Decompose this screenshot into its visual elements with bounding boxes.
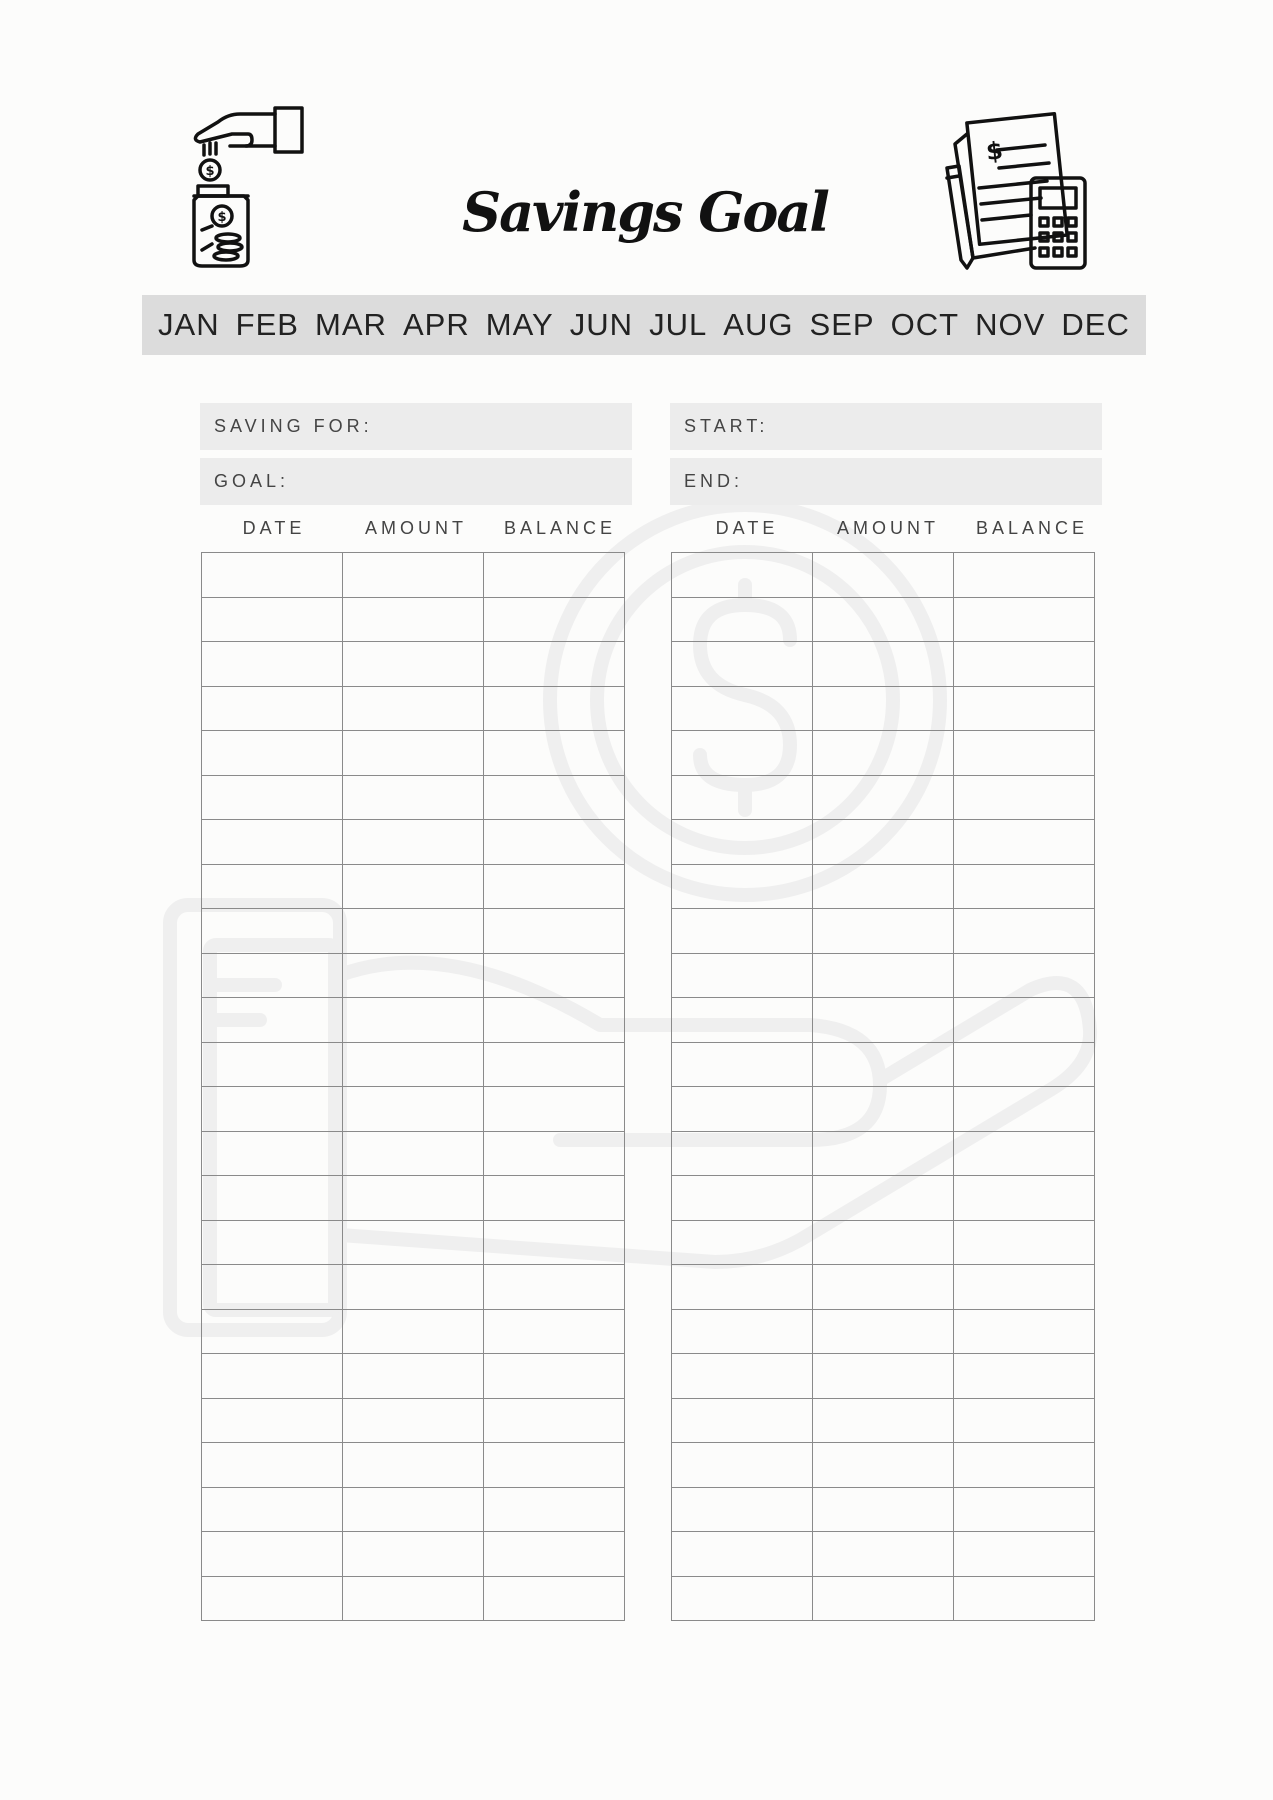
date-cell[interactable] [672, 909, 813, 954]
table-row [672, 1532, 1095, 1577]
table-row [672, 1176, 1095, 1221]
balance-cell[interactable] [954, 1087, 1095, 1132]
amount-cell[interactable] [813, 1131, 954, 1176]
table-row [202, 1487, 625, 1532]
table-row [672, 775, 1095, 820]
table-row [202, 1309, 625, 1354]
balance-cell[interactable] [954, 775, 1095, 820]
table-row [672, 953, 1095, 998]
date-cell[interactable] [202, 597, 343, 642]
month-dec[interactable]: DEC [1061, 307, 1130, 342]
amount-cell[interactable] [343, 953, 484, 998]
balance-cell[interactable] [954, 1487, 1095, 1532]
balance-cell[interactable] [484, 1576, 625, 1621]
amount-cell[interactable] [813, 553, 954, 598]
date-cell[interactable] [202, 731, 343, 776]
amount-cell[interactable] [343, 998, 484, 1043]
table-row [202, 731, 625, 776]
amount-cell[interactable] [813, 820, 954, 865]
amount-cell[interactable] [343, 1576, 484, 1621]
balance-cell[interactable] [484, 553, 625, 598]
table-row [672, 597, 1095, 642]
balance-cell[interactable] [484, 820, 625, 865]
amount-cell[interactable] [343, 820, 484, 865]
date-cell[interactable] [202, 1265, 343, 1310]
table-row [202, 1265, 625, 1310]
date-cell[interactable] [202, 1532, 343, 1577]
table-row [202, 642, 625, 687]
amount-cell[interactable] [343, 775, 484, 820]
amount-cell[interactable] [343, 909, 484, 954]
date-cell[interactable] [672, 1309, 813, 1354]
balance-cell[interactable] [954, 1443, 1095, 1488]
balance-cell[interactable] [484, 1354, 625, 1399]
left-header-balance: BALANCE [503, 518, 617, 538]
amount-cell[interactable] [343, 1443, 484, 1488]
amount-cell[interactable] [343, 1487, 484, 1532]
table-row [672, 1220, 1095, 1265]
start-field[interactable] [670, 403, 1102, 450]
date-cell[interactable] [672, 864, 813, 909]
date-cell[interactable] [202, 1220, 343, 1265]
table-row [202, 1354, 625, 1399]
date-cell[interactable] [202, 953, 343, 998]
balance-cell[interactable] [954, 597, 1095, 642]
table-row [202, 1042, 625, 1087]
date-cell[interactable] [672, 642, 813, 687]
amount-cell[interactable] [813, 1220, 954, 1265]
left-savings-table [201, 552, 625, 1621]
amount-cell[interactable] [343, 1398, 484, 1443]
amount-cell[interactable] [343, 1176, 484, 1221]
right-header-amount: AMOUNT [837, 518, 939, 538]
left-header-amount: AMOUNT [365, 518, 467, 538]
date-cell[interactable] [672, 998, 813, 1043]
table-row [672, 1398, 1095, 1443]
start-label: START: [684, 416, 769, 436]
date-cell[interactable] [202, 909, 343, 954]
table-row [672, 1265, 1095, 1310]
balance-cell[interactable] [954, 1309, 1095, 1354]
date-cell[interactable] [202, 998, 343, 1043]
right-header-date: DATE [715, 518, 779, 538]
table-row [202, 775, 625, 820]
amount-cell[interactable] [813, 998, 954, 1043]
table-row [672, 553, 1095, 598]
table-row [672, 1131, 1095, 1176]
date-cell[interactable] [202, 1354, 343, 1399]
month-sep[interactable]: SEP [809, 307, 875, 342]
table-row [672, 731, 1095, 776]
amount-cell[interactable] [343, 1309, 484, 1354]
amount-cell[interactable] [343, 553, 484, 598]
amount-cell[interactable] [813, 775, 954, 820]
balance-cell[interactable] [484, 731, 625, 776]
balance-cell[interactable] [954, 1131, 1095, 1176]
amount-cell[interactable] [813, 953, 954, 998]
date-cell[interactable] [202, 1309, 343, 1354]
amount-cell[interactable] [813, 864, 954, 909]
amount-cell[interactable] [813, 686, 954, 731]
table-row [202, 953, 625, 998]
amount-cell[interactable] [813, 909, 954, 954]
right-header-balance: BALANCE [975, 518, 1089, 538]
balance-cell[interactable] [484, 775, 625, 820]
balance-cell[interactable] [484, 1176, 625, 1221]
balance-cell[interactable] [484, 597, 625, 642]
balance-cell[interactable] [484, 998, 625, 1043]
date-cell[interactable] [672, 1532, 813, 1577]
right-savings-table [671, 552, 1095, 1621]
date-cell[interactable] [202, 1176, 343, 1221]
month-oct[interactable]: OCT [890, 307, 960, 342]
date-cell[interactable] [202, 1487, 343, 1532]
date-cell[interactable] [202, 864, 343, 909]
date-cell[interactable] [202, 1131, 343, 1176]
amount-cell[interactable] [343, 642, 484, 687]
date-cell[interactable] [202, 1087, 343, 1132]
date-cell[interactable] [672, 731, 813, 776]
balance-cell[interactable] [954, 1265, 1095, 1310]
amount-cell[interactable] [813, 1354, 954, 1399]
table-row [202, 1220, 625, 1265]
date-cell[interactable] [672, 1265, 813, 1310]
amount-cell[interactable] [343, 1042, 484, 1087]
date-cell[interactable] [202, 642, 343, 687]
left-header-date: DATE [242, 518, 306, 538]
amount-cell[interactable] [813, 1398, 954, 1443]
table-row [672, 820, 1095, 865]
month-nov[interactable]: NOV [975, 307, 1046, 342]
table-row [202, 1532, 625, 1577]
saving-for-field[interactable] [200, 403, 632, 450]
balance-cell[interactable] [954, 642, 1095, 687]
table-row [672, 1309, 1095, 1354]
table-row [202, 909, 625, 954]
date-cell[interactable] [672, 775, 813, 820]
hand-coin-jar-icon [190, 100, 320, 275]
table-row [202, 597, 625, 642]
bills-calculator-pen-icon [945, 108, 1095, 273]
date-cell[interactable] [672, 1087, 813, 1132]
balance-cell[interactable] [484, 1087, 625, 1132]
balance-cell[interactable] [954, 909, 1095, 954]
amount-cell[interactable] [813, 1576, 954, 1621]
table-row [202, 1131, 625, 1176]
table-row [672, 642, 1095, 687]
amount-cell[interactable] [813, 1087, 954, 1132]
end-label: END: [684, 471, 744, 491]
table-row [672, 686, 1095, 731]
amount-cell[interactable] [813, 1176, 954, 1221]
date-cell[interactable] [672, 553, 813, 598]
table-row [202, 1398, 625, 1443]
date-cell[interactable] [202, 686, 343, 731]
table-row [202, 553, 625, 598]
table-row [202, 820, 625, 865]
date-cell[interactable] [672, 953, 813, 998]
date-cell[interactable] [672, 1220, 813, 1265]
balance-cell[interactable] [484, 1220, 625, 1265]
table-row [202, 864, 625, 909]
date-cell[interactable] [672, 1176, 813, 1221]
svg-text:$: $ [217, 210, 227, 225]
date-cell[interactable] [672, 1576, 813, 1621]
balance-cell[interactable] [484, 864, 625, 909]
amount-cell[interactable] [343, 1354, 484, 1399]
date-cell[interactable] [672, 1354, 813, 1399]
month-may[interactable]: MAY [485, 307, 554, 342]
balance-cell[interactable] [954, 731, 1095, 776]
table-row [672, 998, 1095, 1043]
amount-cell[interactable] [813, 642, 954, 687]
month-jan[interactable]: JAN [158, 307, 220, 342]
balance-cell[interactable] [954, 820, 1095, 865]
date-cell[interactable] [672, 1042, 813, 1087]
balance-cell[interactable] [484, 1309, 625, 1354]
amount-cell[interactable] [813, 1443, 954, 1488]
balance-cell[interactable] [484, 1042, 625, 1087]
balance-cell[interactable] [954, 1220, 1095, 1265]
table-row [672, 909, 1095, 954]
amount-cell[interactable] [343, 1532, 484, 1577]
svg-text:$: $ [984, 136, 1005, 166]
month-jun[interactable]: JUN [569, 307, 634, 342]
date-cell[interactable] [202, 1576, 343, 1621]
balance-cell[interactable] [484, 686, 625, 731]
amount-cell[interactable] [343, 1131, 484, 1176]
month-jul[interactable]: JUL [649, 307, 708, 342]
date-cell[interactable] [672, 1398, 813, 1443]
month-selector [142, 295, 1146, 355]
balance-cell[interactable] [484, 1487, 625, 1532]
date-cell[interactable] [672, 1443, 813, 1488]
amount-cell[interactable] [813, 1042, 954, 1087]
date-cell[interactable] [202, 1443, 343, 1488]
balance-cell[interactable] [954, 1532, 1095, 1577]
date-cell[interactable] [202, 553, 343, 598]
amount-cell[interactable] [813, 1265, 954, 1310]
amount-cell[interactable] [343, 597, 484, 642]
date-cell[interactable] [202, 820, 343, 865]
month-feb[interactable]: FEB [235, 307, 299, 342]
amount-cell[interactable] [813, 731, 954, 776]
amount-cell[interactable] [343, 1265, 484, 1310]
amount-cell[interactable] [813, 1487, 954, 1532]
balance-cell[interactable] [484, 1443, 625, 1488]
balance-cell[interactable] [484, 1265, 625, 1310]
balance-cell[interactable] [954, 1042, 1095, 1087]
table-row [672, 1354, 1095, 1399]
table-row [672, 1042, 1095, 1087]
goal-label: GOAL: [214, 471, 290, 491]
table-row [202, 1443, 625, 1488]
date-cell[interactable] [672, 686, 813, 731]
balance-cell[interactable] [954, 553, 1095, 598]
table-row [672, 1576, 1095, 1621]
table-row [672, 864, 1095, 909]
amount-cell[interactable] [813, 1309, 954, 1354]
date-cell[interactable] [202, 775, 343, 820]
table-row [202, 1087, 625, 1132]
table-row [672, 1487, 1095, 1532]
table-row [202, 1176, 625, 1221]
amount-cell[interactable] [813, 597, 954, 642]
balance-cell[interactable] [484, 953, 625, 998]
balance-cell[interactable] [954, 1398, 1095, 1443]
table-row [672, 1087, 1095, 1132]
amount-cell[interactable] [813, 1532, 954, 1577]
balance-cell[interactable] [954, 686, 1095, 731]
balance-cell[interactable] [954, 864, 1095, 909]
amount-cell[interactable] [343, 864, 484, 909]
saving-for-label: SAVING FOR: [214, 416, 373, 436]
month-apr[interactable]: APR [402, 307, 470, 342]
svg-text:$: $ [205, 164, 215, 179]
balance-cell[interactable] [954, 998, 1095, 1043]
amount-cell[interactable] [343, 1220, 484, 1265]
table-row [672, 1443, 1095, 1488]
date-cell[interactable] [672, 1487, 813, 1532]
table-row [202, 686, 625, 731]
table-row [202, 998, 625, 1043]
balance-cell[interactable] [484, 642, 625, 687]
month-aug[interactable]: AUG [723, 307, 794, 342]
date-cell[interactable] [202, 1398, 343, 1443]
balance-cell[interactable] [484, 1398, 625, 1443]
amount-cell[interactable] [343, 731, 484, 776]
balance-cell[interactable] [954, 1576, 1095, 1621]
month-mar[interactable]: MAR [315, 307, 387, 342]
date-cell[interactable] [202, 1042, 343, 1087]
balance-cell[interactable] [954, 1354, 1095, 1399]
date-cell[interactable] [672, 597, 813, 642]
date-cell[interactable] [672, 820, 813, 865]
balance-cell[interactable] [484, 1532, 625, 1577]
goal-field[interactable] [200, 458, 632, 505]
balance-cell[interactable] [484, 909, 625, 954]
amount-cell[interactable] [343, 1087, 484, 1132]
date-cell[interactable] [672, 1131, 813, 1176]
page-title: Savings Goal [462, 180, 828, 244]
amount-cell[interactable] [343, 686, 484, 731]
balance-cell[interactable] [484, 1131, 625, 1176]
balance-cell[interactable] [954, 953, 1095, 998]
table-row [202, 1576, 625, 1621]
balance-cell[interactable] [954, 1176, 1095, 1221]
end-field[interactable] [670, 458, 1102, 505]
